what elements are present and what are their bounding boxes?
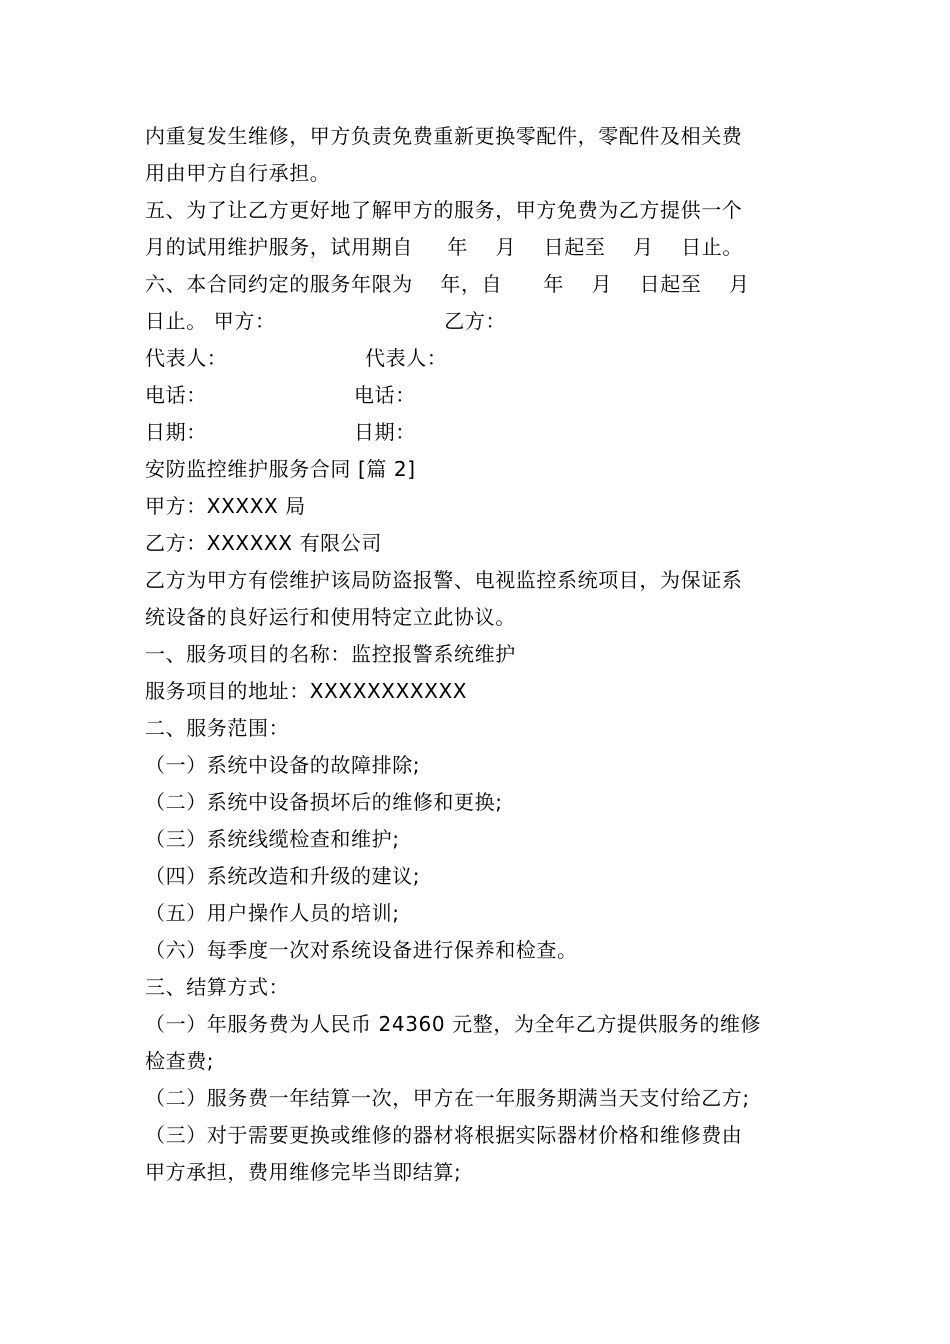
signature-date-row <box>145 414 810 451</box>
text-line: 月的试用维护服务，试用期自 年 月 日起至 月 日止。 <box>145 235 743 259</box>
section-heading: 二、服务范围： <box>145 716 290 740</box>
text-line: 服务项目的地址：XXXXXXXXXXX <box>145 679 468 703</box>
text-line: 乙方为甲方有偿维护该局防盗报警、电视监控系统项目，为保证系 <box>145 568 743 592</box>
text-line: 用由甲方自行承担。 <box>145 161 331 185</box>
list-item: （二）系统中设备损坏后的维修和更换; <box>145 790 503 814</box>
phone-label-party-a: 电话： <box>145 383 207 407</box>
list-item: （一）系统中设备的故障排除; <box>145 753 421 777</box>
text-line: 日止。 甲方： 乙方： <box>145 309 507 333</box>
text-line: 五、为了让乙方更好地了解甲方的服务，甲方免费为乙方提供一个 <box>145 198 743 222</box>
party-a-line: 甲方：XXXXX 局 <box>145 494 306 518</box>
list-item: （四）系统改造和升级的建议; <box>145 864 421 888</box>
text-line: 内重复发生维修，甲方负责免费重新更换零配件，零配件及相关费 <box>145 124 743 148</box>
list-item: （三）系统线缆检查和维护; <box>145 827 400 851</box>
section-heading: 一、服务项目的名称：监控报警系统维护 <box>145 642 516 666</box>
party-b-line: 乙方：XXXXXX 有限公司 <box>145 531 382 555</box>
document-page <box>145 118 810 1191</box>
contract-title: 安防监控维护服务合同 [篇 2] <box>145 457 416 481</box>
text-line: 甲方承担，费用维修完毕当即结算; <box>145 1160 462 1184</box>
date-label-party-a: 日期： <box>145 420 207 444</box>
phone-label-party-b: 电话： <box>354 383 416 407</box>
list-item: （二）服务费一年结算一次，甲方在一年服务期满当天支付给乙方; <box>145 1086 750 1110</box>
list-item: （六）每季度一次对系统设备进行保养和检查。 <box>145 938 578 962</box>
text-line: 统设备的良好运行和使用特定立此协议。 <box>145 605 516 629</box>
text-line: 检查费; <box>145 1049 215 1073</box>
list-item: （三）对于需要更换或维修的器材将根据实际器材价格和维修费由 <box>145 1123 743 1147</box>
list-item: （五）用户操作人员的培训; <box>145 901 400 925</box>
date-label-party-b: 日期： <box>354 420 416 444</box>
signature-representative-row <box>145 340 810 377</box>
section-heading: 三、结算方式： <box>145 975 290 999</box>
text-line: 六、本合同约定的服务年限为 年，自 年 月 日起至 月 <box>145 272 750 296</box>
representative-label-party-a: 代表人： <box>145 346 228 370</box>
signature-phone-row <box>145 377 810 414</box>
list-item: （一）年服务费为人民币 24360 元整，为全年乙方提供服务的维修 <box>145 1012 762 1036</box>
representative-label-party-b: 代表人： <box>365 346 448 370</box>
